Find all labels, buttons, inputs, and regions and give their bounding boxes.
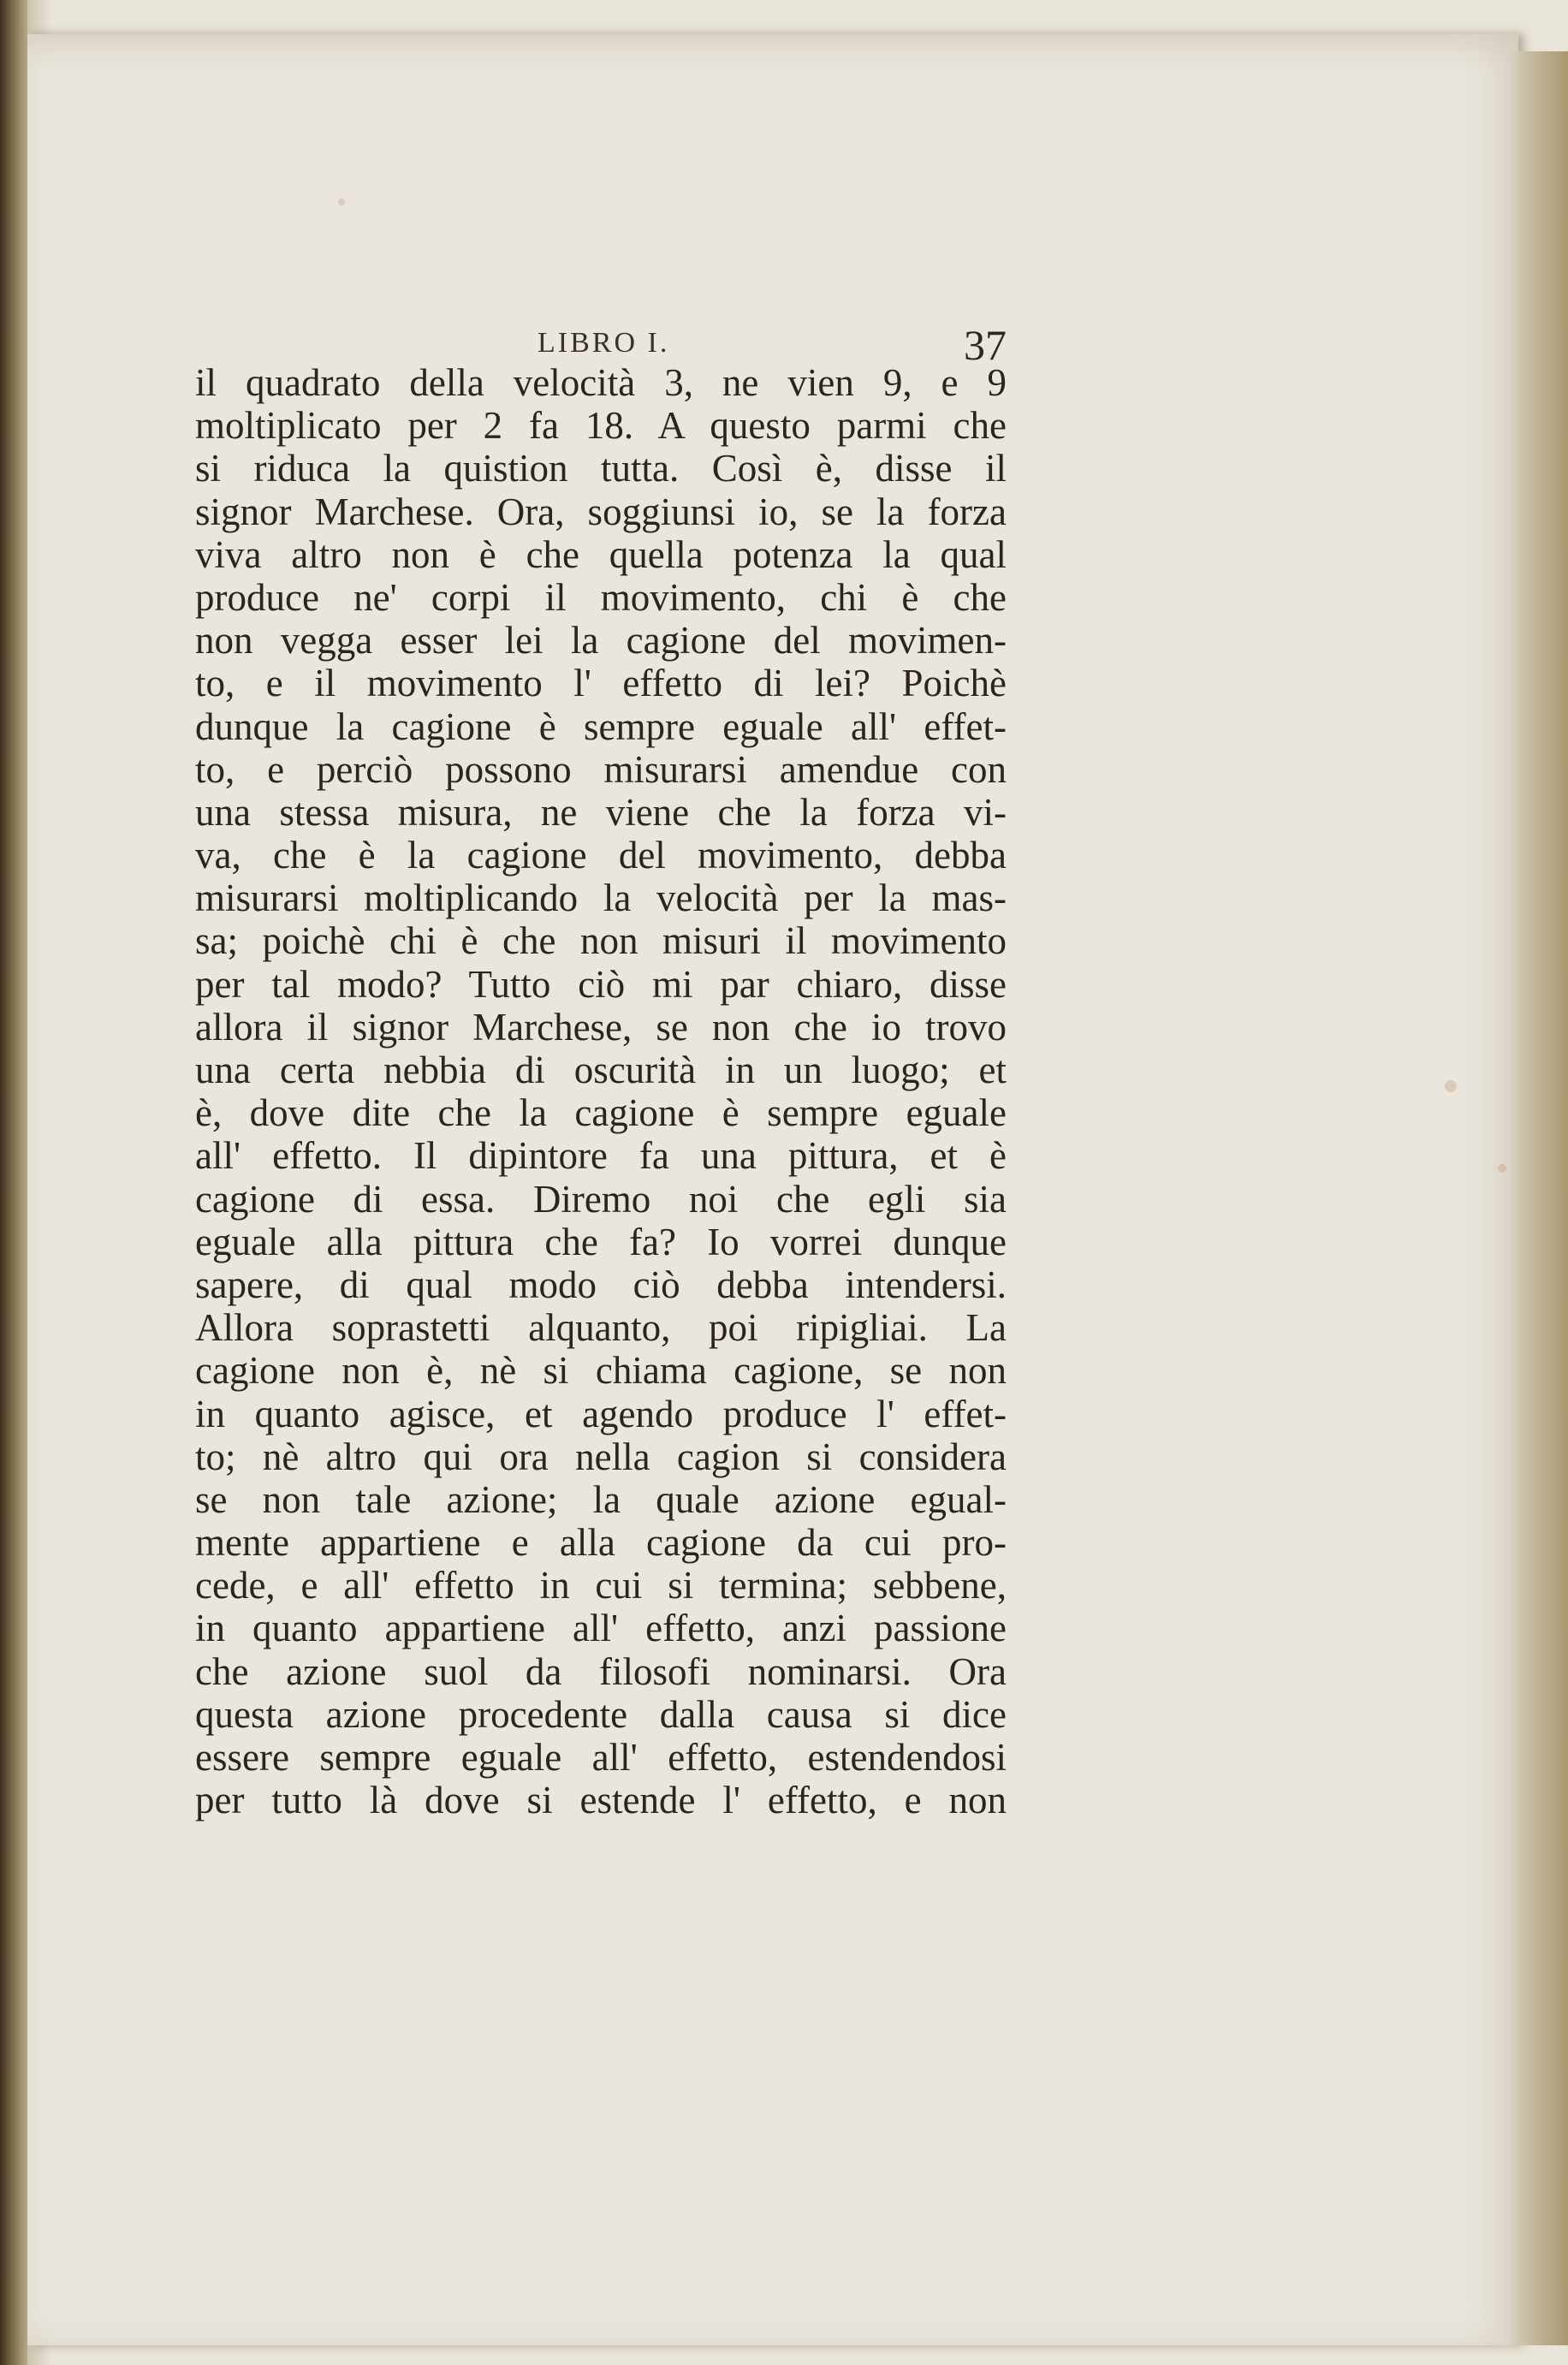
text-line: sa; poichè chi è che non misuri il movimento — [195, 919, 1007, 963]
text-line: dunque la cagione è sempre eguale all' effet- — [195, 704, 1007, 748]
text-line: è, dove dite che la cagione è sempre eguale — [195, 1091, 1007, 1135]
text-line: signor Marchese. Ora, soggiunsi io, se la forza — [195, 490, 1007, 533]
text-line: in quanto appartiene all' effetto, anzi passione — [195, 1607, 1007, 1650]
text-line: viva altro non è che quella potenza la qual — [195, 532, 1007, 576]
foxing-spot — [338, 199, 345, 205]
text-line: per tal modo? Tutto ciò mi par chiaro, disse — [195, 962, 1007, 1006]
text-line: to; nè altro qui ora nella cagion si considera — [195, 1435, 1007, 1478]
text-line: misurarsi moltiplicando la velocità per la mas- — [195, 876, 1007, 920]
page-number: 37 — [964, 321, 1007, 369]
text-line: allora il signor Marchese, se non che io trovo — [195, 1005, 1007, 1049]
text-line: to, e il movimento l' effetto di lei? Poichè — [195, 662, 1007, 705]
text-line: questa azione procedente dalla causa si dice — [195, 1692, 1007, 1736]
text-line: Allora soprastetti alquanto, poi ripigliai. La — [195, 1306, 1007, 1350]
text-line: se non tale azione; la quale azione egual- — [195, 1477, 1007, 1521]
text-line: una certa nebbia di oscurità in un luogo; et — [195, 1049, 1007, 1091]
text-line: non vegga esser lei la cagione del movimen- — [195, 619, 1007, 663]
text-line: per tutto là dove si estende l' effetto, e non — [195, 1779, 1007, 1822]
text-line: va, che è la cagione del movimento, debba — [195, 834, 1007, 877]
text-line: che azione suol da filosofi nominarsi. Ora — [195, 1649, 1007, 1693]
running-head: LIBRO I. — [538, 327, 670, 359]
text-line: eguale alla pittura che fa? Io vorrei dunque — [195, 1220, 1007, 1263]
text-line: mente appartiene e alla cagione da cui pro- — [195, 1521, 1007, 1565]
foxing-spot — [1498, 1164, 1506, 1173]
text-line: cagione non è, nè si chiama cagione, se non — [195, 1349, 1007, 1393]
text-line: essere sempre eguale all' effetto, estendendosi — [195, 1736, 1007, 1779]
body-text — [195, 361, 1007, 1821]
facing-page-edge — [0, 0, 27, 2365]
text-line: produce ne' corpi il movimento, chi è che — [195, 575, 1007, 619]
text-line: moltiplicato per 2 fa 18. A questo parmi che — [195, 404, 1007, 448]
foxing-spot — [1445, 1080, 1457, 1092]
text-line: il quadrato della velocità 3, ne vien 9, e 9 — [195, 361, 1007, 404]
text-line: in quanto agisce, et agendo produce l' effet- — [195, 1392, 1007, 1435]
text-line: cagione di essa. Diremo noi che egli sia — [195, 1177, 1007, 1221]
text-line: to, e perciò possono misurarsi amendue con — [195, 747, 1007, 791]
text-line: una stessa misura, ne viene che la forza vi- — [195, 790, 1007, 834]
page-fore-edge — [1511, 51, 1568, 2345]
text-line: cede, e all' effetto in cui si termina; sebbene, — [195, 1564, 1007, 1607]
text-line: si riduca la quistion tutta. Così è, disse il — [195, 447, 1007, 490]
text-line: all' effetto. Il dipintore fa una pittura, et è — [195, 1134, 1007, 1178]
text-line: sapere, di qual modo ciò debba intendersi. — [195, 1263, 1007, 1306]
